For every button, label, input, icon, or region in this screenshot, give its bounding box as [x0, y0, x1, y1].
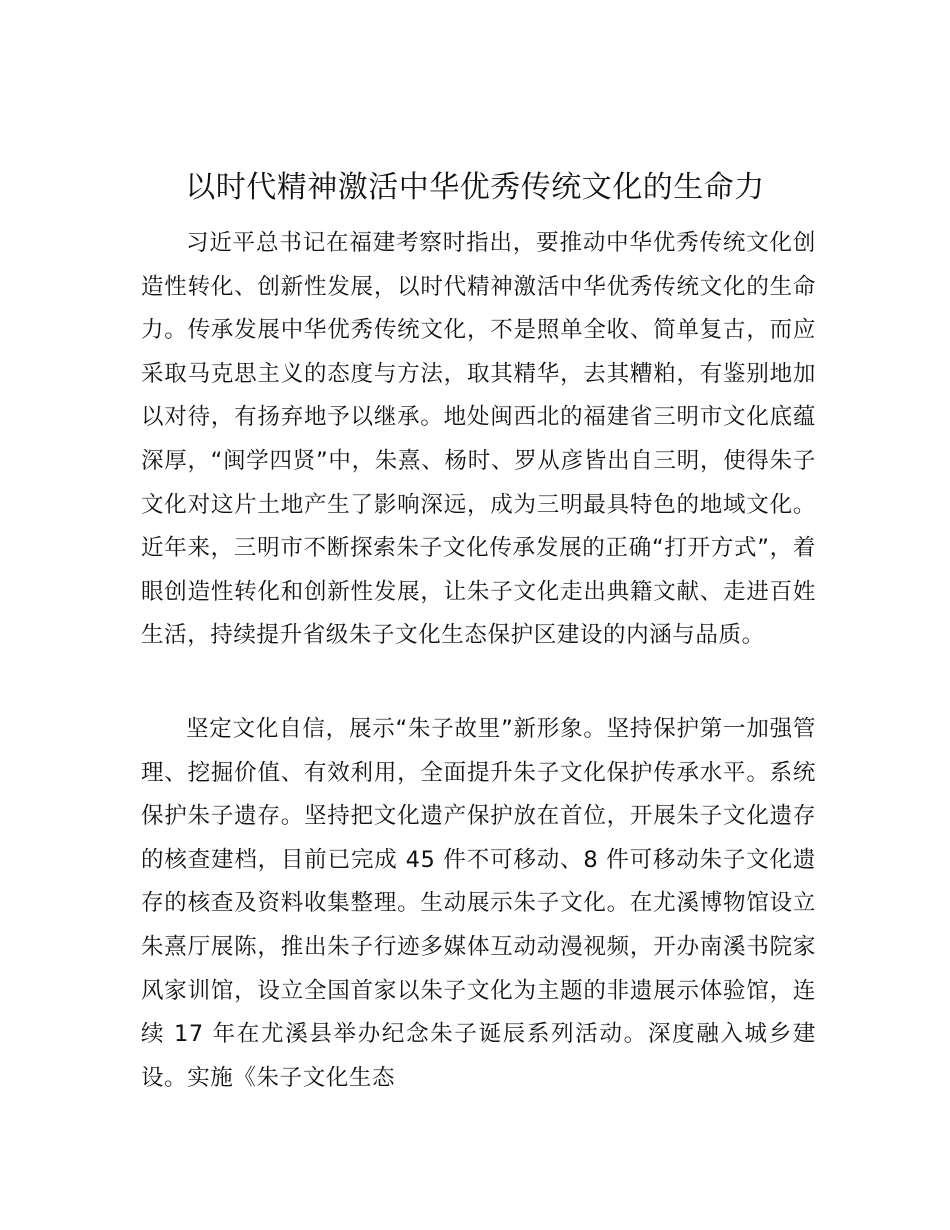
- body-paragraph-1: 习近平总书记在福建考察时指出，要推动中华优秀传统文化创造性转化、创新性发展，以时代精神激活中华优秀传统文化的生命力。传承发展中华优秀传统文化，不是照单全收、简单复古，而应采取马克思主义的态度与方法，取其精华，去其糟粕，有鉴别地加以对待，有扬弃地予以继承。地处闽西北的福建省三明市文化底蕴深厚，“闽学四贤”中，朱熹、杨时、罗从彦皆出自三明，使得朱子文化对这片土地产生了影响深远，成为三明最具特色的地域文化。近年来，三明市不断探索朱子文化传承发展的正确“打开方式”，着眼创造性转化和创新性发展，让朱子文化走出典籍文献、走进百姓生活，持续提升省级朱子文化生态保护区建设的内涵与品质。: [141, 230, 816, 649]
- body-paragraph-2: 坚定文化自信，展示“朱子故里”新形象。坚持保护第一加强管理、挖掘价值、有效利用，全面提升朱子文化保护传承水平。系统保护朱子遗存。坚持把文化遗产保护放在首位，开展朱子文化遗存的核查建档，目前已完成 45 件不可移动、8 件可移动朱子文化遗存的核查及资料收集整理。生动展示朱子文化。在尤溪博物馆设立朱熹厅展陈，推出朱子行迹多媒体互动动漫视频，开办南溪书院家风家训馆，设立全国首家以朱子文化为主题的非遗展示体验馆，连续 17 年在尤溪县举办纪念朱子诞辰系列活动。深度融入城乡建设。实施《朱子文化生态: [141, 716, 816, 1091]
- document-title: 以时代精神激活中华优秀传统文化的生命力: [185, 170, 765, 205]
